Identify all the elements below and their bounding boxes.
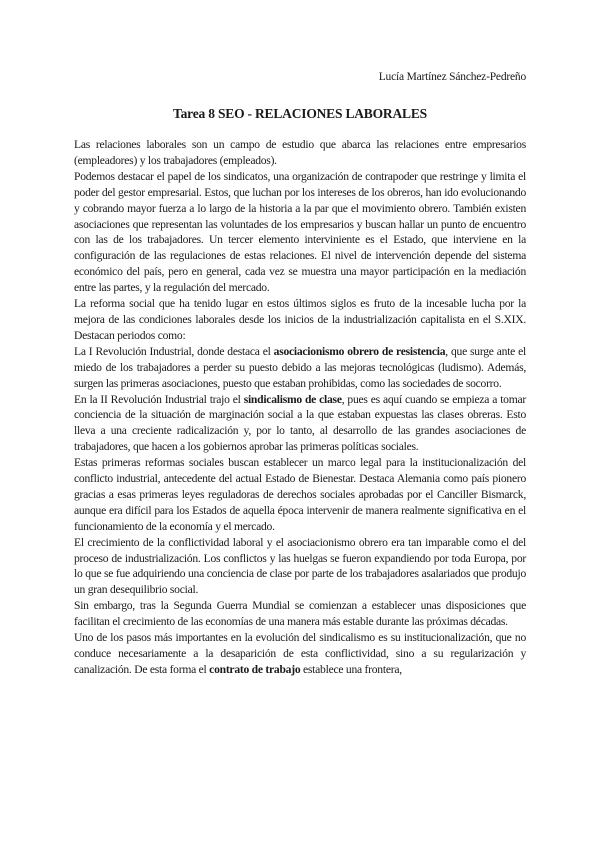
paragraph-reformas-sociales: Estas primeras reformas sociales buscan establecer un marco legal para la institucionalización del conflicto industrial, antecedente del actual Estado de Bienestar. Destaca Alemania como país pionero gracias a esas primeras leyes reguladoras de derechos sociales aprobadas por el Canciller Bismarck, aunque era difícil para los Estados de aquella época intervenir de manera realmente significativa en el funcionamiento de la economía y el mercado. <box>74 456 526 533</box>
paragraph-intro: Las relaciones laborales son un campo de estudio que abarca las relaciones entre empresarios (empleadores) y los trabajadores (empleados). <box>74 138 526 167</box>
paragraph-posguerra: Sin embargo, tras la Segunda Guerra Mundial se comienzan a establecer unas disposiciones que facilitan el crecimiento de las economías de una manera más estable durante las próximas décadas. <box>74 599 526 629</box>
paragraph-primera-revolucion: La I Revolución Industrial, donde destaca el asociacionismo obrero de resistencia, que surge ante el miedo de los trabajadores a perder su puesto debido a las mejoras tecnológicas (ludismo). Además, surgen las primeras asociaciones, puesto que estaban prohibidas, como las sociedades de socorro. <box>74 344 526 390</box>
document-body <box>74 137 526 678</box>
paragraph-segunda-revolucion: En la II Revolución Industrial trajo el sindicalismo de clase, pues es aquí cuando se empieza a tomar conciencia de la situación de marginación social a la que estaban expuestas las clases obreras. Esto lleva a una creciente radicalización y, por lo tanto, al desarrollo de las grandes asociaciones de trabajadores, que hacen a los gobiernos aprobar las primeras políticas sociales. <box>74 392 526 454</box>
paragraph-institucionalizacion: Uno de los pasos más importantes en la evolución del sindicalismo es su institucionalización, que no conduce necesariamente a la desaparición de esta conflictividad, sino a su regularización y canalización. De esta forma el contrato de trabajo establece una frontera, <box>74 631 526 676</box>
document-title: Tarea 8 SEO - RELACIONES LABORALES <box>173 106 427 121</box>
bold-term: asociacionismo obrero de resistencia <box>273 344 446 358</box>
author-name: Lucía Martínez Sánchez-Pedreño <box>378 71 526 83</box>
bold-term: contrato de trabajo <box>209 662 301 676</box>
paragraph-reforma-social: La reforma social que ha tenido lugar en estos últimos siglos es fruto de la incesable lucha por la mejora de las condiciones laborales desde los inicios de la industrialización capitalista en el S.XIX. Destacan periodos como: <box>74 297 526 342</box>
paragraph-sindicatos: Podemos destacar el papel de los sindicatos, una organización de contrapoder que restringe y limita el poder del gestor empresarial. Estos, que luchan por los intereses de los obreros, han ido evolucionando y cobrando mayor fuerza a lo largo de la historia a la par que el movimiento obrero. También existen asociaciones que representan las voluntades de los empresarios y buscan hallar un punto de encuentro con las de los trabajadores. Un tercer elemento interviniente es el Estado, que interviene en la configuración de las regulaciones de estas relaciones. El nivel de intervención depende del sistema económico del país, pero en general, cada vez se muestra una mayor participación en la mediación entre las partes, y la regulación del mercado. <box>74 169 526 295</box>
bold-term: sindicalismo de clase <box>243 392 342 406</box>
paragraph-conflictividad: El crecimiento de la conflictividad laboral y el asociacionismo obrero era tan imparable como el del proceso de industrialización. Los conflictos y las huelgas se fueron expandiendo por toda Europa, por lo que se fue adquiriendo una conciencia de clase por parte de los trabajadores asalariados que produjo un gran desequilibrio social. <box>74 535 526 597</box>
